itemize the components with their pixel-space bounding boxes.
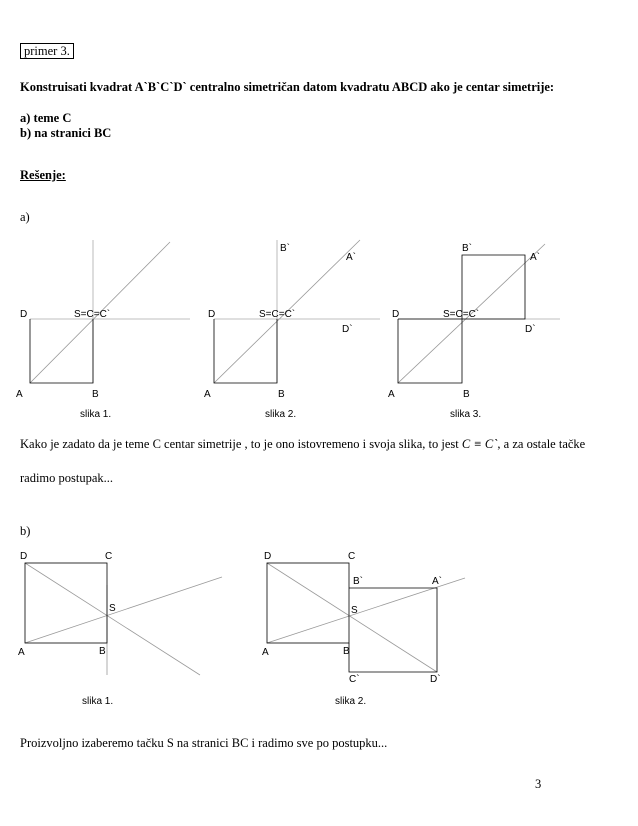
part-b-label: b): [20, 524, 31, 538]
fig-a3-label-ap: A`: [530, 252, 540, 263]
figure-b2: [262, 551, 465, 707]
part-a-label: a): [20, 210, 30, 224]
fig-b2-label-dp: D`: [430, 674, 441, 685]
fig-b2-label-s: S: [351, 605, 358, 616]
fig-b2-label-b: B: [343, 646, 350, 657]
fig-b1-label-d: D: [20, 551, 28, 562]
fig-a3-caption: slika 3.: [450, 409, 482, 420]
fig-b1-line-ds: [25, 563, 200, 675]
fig-b1-caption: slika 1.: [82, 696, 114, 707]
fig-b1-line-as: [25, 577, 222, 643]
fig-a1-label-s: S=C=C`: [74, 309, 111, 320]
fig-a1-label-b: B: [92, 389, 99, 400]
fig-a2-label-dp: D`: [342, 324, 353, 335]
fig-b1-label-a: A: [18, 647, 25, 658]
fig-a1-label-d: D: [20, 309, 28, 320]
fig-b2-label-c: C: [348, 551, 356, 562]
fig-a1-caption: slika 1.: [80, 409, 112, 420]
fig-b1-square: [25, 563, 107, 643]
figure-a1: [16, 240, 190, 420]
figure-b1: [18, 551, 222, 707]
fig-a3-label-s: S=C=C`: [443, 309, 480, 320]
fig-a3-label-dp: D`: [525, 324, 536, 335]
fig-a2-caption: slika 2.: [265, 409, 297, 420]
paragraph-b: Proizvoljno izaberemo tačku S na stranici BC i radimo sve po postupku...: [20, 736, 388, 750]
fig-b1-label-s: S: [109, 603, 116, 614]
fig-a2-label-s: S=C=C`: [259, 309, 296, 320]
fig-b2-label-cp: C`: [349, 674, 360, 685]
fig-b2-label-a: A: [262, 647, 269, 658]
paragraph-a-line2: radimo postupak...: [20, 471, 114, 485]
paragraph-a-formula: C ≡ C`: [461, 437, 498, 451]
fig-b2-label-bp: B`: [353, 576, 363, 587]
fig-a3-label-bp: B`: [462, 243, 472, 254]
fig-b1-label-c: C: [105, 551, 113, 562]
fig-b2-label-ap: A`: [432, 576, 442, 587]
fig-b2-label-d: D: [264, 551, 272, 562]
paragraph-a-text1: Kako je zadato da je teme C centar simetrije , to je ono istovremeno i svoja slika, to jest: [20, 437, 462, 451]
fig-b2-line-ds: [267, 563, 437, 672]
fig-a3-label-b: B: [463, 389, 470, 400]
figure-a2: [204, 240, 380, 420]
fig-a2-label-d: D: [208, 309, 216, 320]
task-item-b: b) na stranici BC: [20, 126, 112, 140]
fig-b2-square: [267, 563, 349, 643]
fig-b1-label-b: B: [99, 646, 106, 657]
fig-a2-label-ap: A`: [346, 252, 356, 263]
fig-a2-label-a: A: [204, 389, 211, 400]
fig-a2-label-b: B: [278, 389, 285, 400]
fig-a1-label-a: A: [16, 389, 23, 400]
fig-a3-label-a: A: [388, 389, 395, 400]
fig-b2-image-square: [349, 588, 437, 672]
fig-a2-label-bp: B`: [280, 243, 290, 254]
solution-heading: Rešenje:: [20, 168, 66, 182]
fig-b2-caption: slika 2.: [335, 696, 367, 707]
paragraph-a-text2: , a za ostale tačke: [497, 437, 586, 451]
task-item-a: a) teme C: [20, 111, 72, 125]
page-number: 3: [535, 777, 542, 791]
figure-a3: [388, 242, 560, 420]
task-text: Konstruisati kvadrat A`B`C`D` centralno simetričan datom kvadratu ABCD ako je centar simetrije:: [20, 80, 555, 94]
example-label: primer 3.: [20, 44, 74, 59]
fig-a3-label-d: D: [392, 309, 400, 320]
